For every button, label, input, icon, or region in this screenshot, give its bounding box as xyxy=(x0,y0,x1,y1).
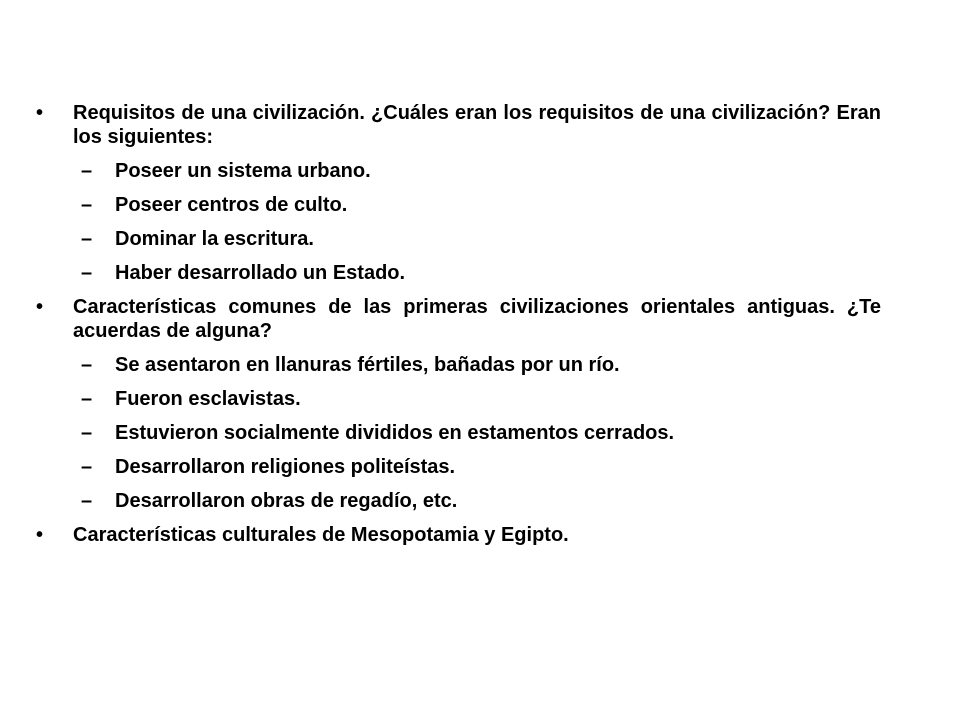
sub-item xyxy=(36,261,881,285)
sub-item xyxy=(36,353,881,377)
dash-icon: – xyxy=(81,388,93,410)
sub-item xyxy=(36,489,881,513)
bullet-text: Características culturales de Mesopotamia y Egipto. xyxy=(73,524,569,546)
sub-item xyxy=(36,455,881,479)
dash-icon: – xyxy=(81,354,93,376)
bullet-text: Requisitos de una civilización. ¿Cuáles eran los requisitos de una civilización? Eran los siguientes: xyxy=(73,102,881,148)
sub-item-text: Poseer un sistema urbano. xyxy=(115,160,371,182)
sub-item-text: Haber desarrollado un Estado. xyxy=(115,262,406,284)
sub-item xyxy=(36,421,881,445)
bullet-icon: • xyxy=(36,102,44,124)
sub-item-text: Estuvieron socialmente divididos en estamentos cerrados. xyxy=(115,422,675,444)
bullet-text: Características comunes de las primeras civilizaciones orientales antiguas. ¿Te acuerdas de alguna? xyxy=(73,296,881,342)
dash-icon: – xyxy=(81,262,93,284)
dash-icon: – xyxy=(81,160,93,182)
dash-icon: – xyxy=(81,490,93,512)
dash-icon: – xyxy=(81,456,93,478)
sub-item xyxy=(36,193,881,217)
dash-icon: – xyxy=(81,228,93,250)
dash-icon: – xyxy=(81,194,93,216)
sub-item xyxy=(36,159,881,183)
sub-item-text: Fueron esclavistas. xyxy=(115,388,301,410)
bullet-icon: • xyxy=(36,524,44,546)
sub-item-text: Se asentaron en llanuras fértiles, bañadas por un río. xyxy=(115,354,620,376)
dash-icon: – xyxy=(81,422,93,444)
bullet-item-requisitos xyxy=(36,101,881,149)
sub-item-text: Desarrollaron obras de regadío, etc. xyxy=(115,490,458,512)
sub-item-text: Dominar la escritura. xyxy=(115,228,314,250)
sub-item xyxy=(36,387,881,411)
bullet-item-caracteristicas-culturales xyxy=(36,523,881,547)
sub-item-text: Poseer centros de culto. xyxy=(115,194,348,216)
sub-item-text: Desarrollaron religiones politeístas. xyxy=(115,456,456,478)
sub-item xyxy=(36,227,881,251)
bullet-item-caracteristicas-comunes xyxy=(36,295,881,343)
bullet-icon: • xyxy=(36,296,44,318)
bullet-list xyxy=(36,101,881,557)
